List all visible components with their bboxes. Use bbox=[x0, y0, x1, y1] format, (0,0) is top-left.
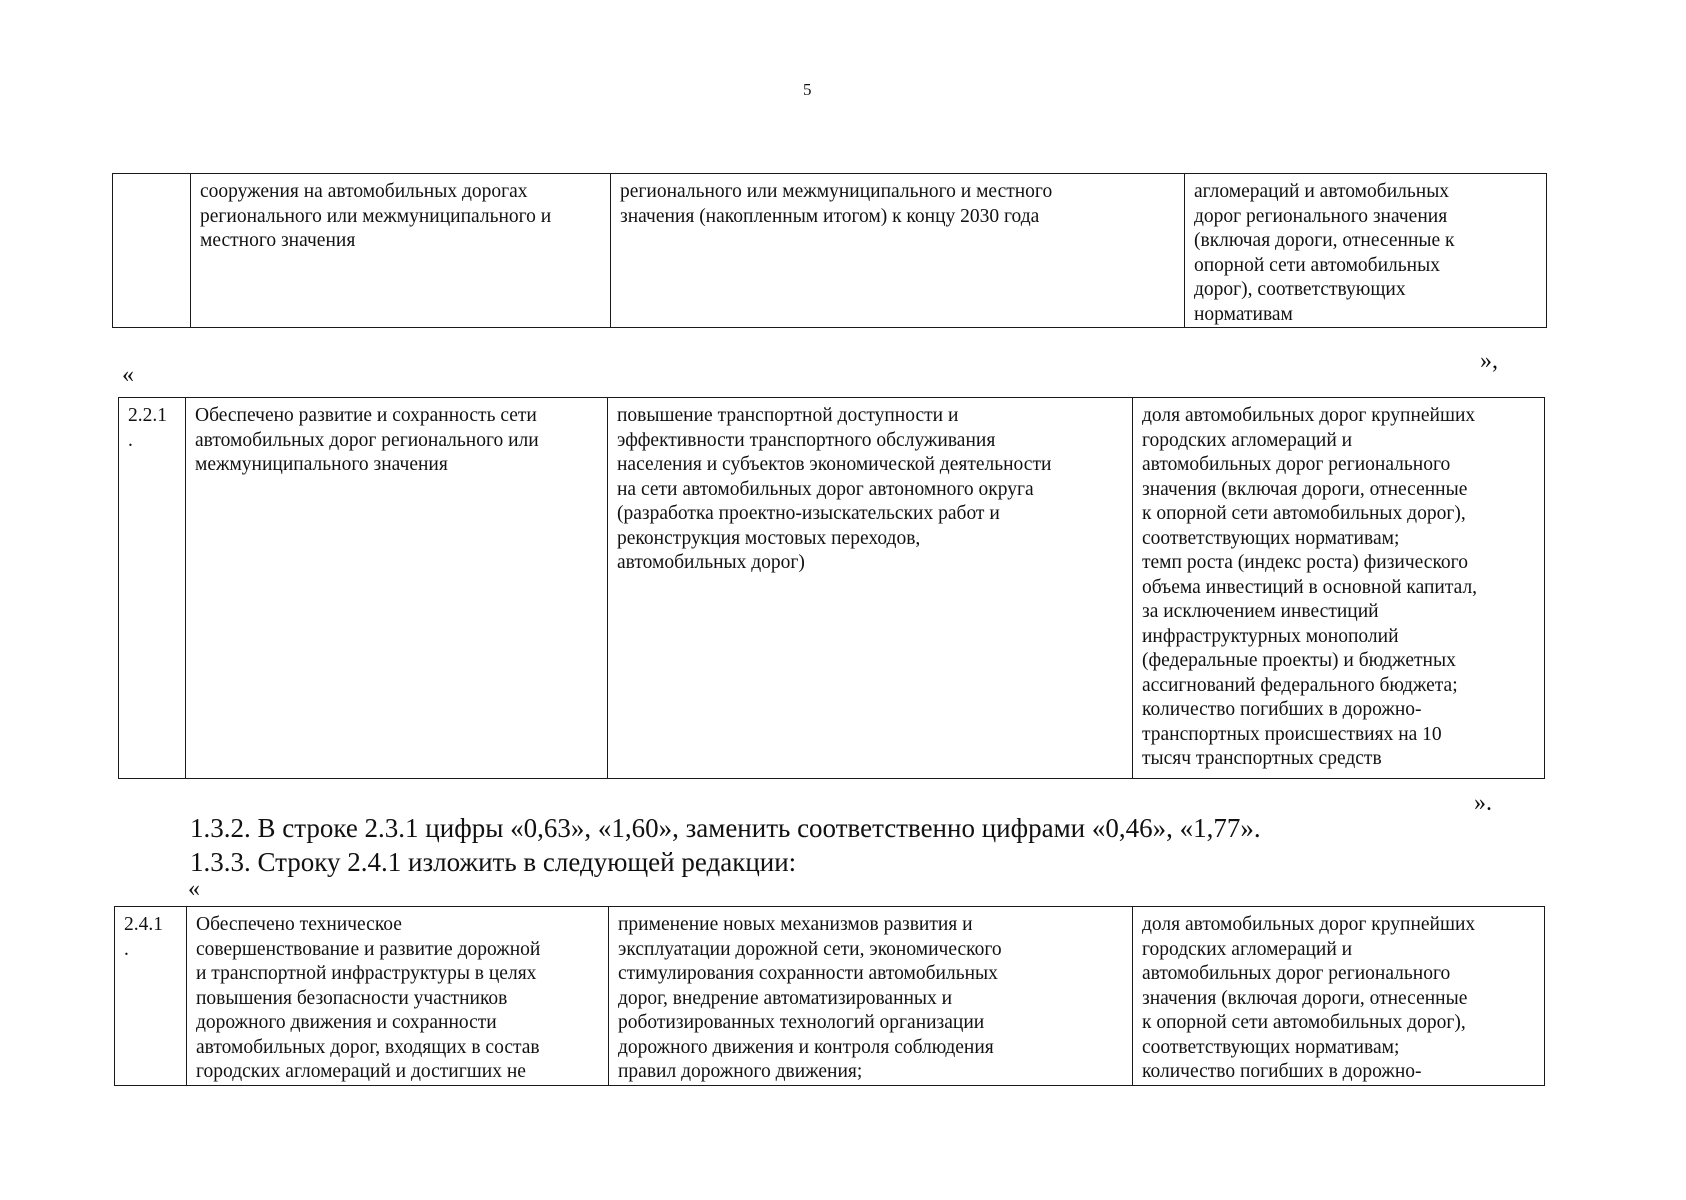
indicator-cell: доля автомобильных дорог крупнейших городских агломераций и автомобильных дорог регионального значения (включая дороги, отнесенные к опорной сети автомобильных дорог), соответствующих нормативам; темп роста (индекс роста) физического объема инвестиций в основной капитал, за исключением инвестиций инфраструктурных монополий (федеральные проекты) и бюджетных ассигнований федерального бюджета; количество погибших в дорожно- транспортных происшествиях на 10 тысяч транспортных средств bbox=[1133, 398, 1545, 779]
row-number-cell: 2.4.1 . bbox=[115, 907, 187, 1086]
indicator-cell: доля автомобильных дорог крупнейших городских агломераций и автомобильных дорог регионального значения (включая дороги, отнесенные к опорной сети автомобильных дорог), соответствующих нормативам; количество погибших в дорожно- bbox=[1133, 907, 1545, 1086]
table-top-continuation bbox=[112, 173, 1547, 328]
task-cell: Обеспечено техническое совершенствование и развитие дорожной и транспортной инфраструктуры в целях повышения безопасности участников дорожного движения и сохранности автомобильных дорог, входящих в состав городских агломераций и достигших не bbox=[187, 907, 609, 1086]
amendment-paragraph: 1.3.3. Строку 2.4.1 изложить в следующей редакции: bbox=[190, 847, 797, 877]
row-number-cell: 2.2.1 . bbox=[119, 398, 186, 779]
opening-quote: « bbox=[122, 362, 134, 388]
indicator-cell: агломераций и автомобильных дорог регионального значения (включая дороги, отнесенные к опорной сети автомобильных дорог), соответствующих нормативам bbox=[1185, 174, 1547, 328]
closing-quote: », bbox=[1480, 348, 1498, 374]
result-cell: применение новых механизмов развития и эксплуатации дорожной сети, экономического стимулирования сохранности автомобильных дорог, внедрение автоматизированных и роботизированных технологий организации дорожного движения и контроля соблюдения правил дорожного движения; bbox=[609, 907, 1133, 1086]
closing-quote: ». bbox=[1474, 790, 1492, 816]
result-cell: повышение транспортной доступности и эффективности транспортного обслуживания населения и субъектов экономической деятельности на сети автомобильных дорог автономного округа (разработка проектно-изыскательских работ и реконструкция мостовых переходов, автомобильных дорог) bbox=[608, 398, 1133, 779]
table-row-2-2-1 bbox=[118, 397, 1545, 779]
table-row-2-4-1 bbox=[114, 906, 1545, 1086]
opening-quote: « bbox=[188, 876, 200, 902]
amendment-paragraph: 1.3.2. В строке 2.3.1 цифры «0,63», «1,60», заменить соответственно цифрами «0,46», «1,77». bbox=[190, 813, 1261, 843]
table-row bbox=[119, 398, 1545, 779]
row-number-cell bbox=[113, 174, 191, 328]
result-cell: регионального или межмуниципального и местного значения (накопленным итогом) к концу 2030 года bbox=[611, 174, 1185, 328]
page-number: 5 bbox=[803, 80, 812, 99]
table-row bbox=[113, 174, 1547, 328]
task-cell: Обеспечено развитие и сохранность сети автомобильных дорог регионального или межмуниципального значения bbox=[186, 398, 608, 779]
task-cell: сооружения на автомобильных дорогах регионального или межмуниципального и местного значения bbox=[191, 174, 611, 328]
table-row bbox=[115, 907, 1545, 1086]
